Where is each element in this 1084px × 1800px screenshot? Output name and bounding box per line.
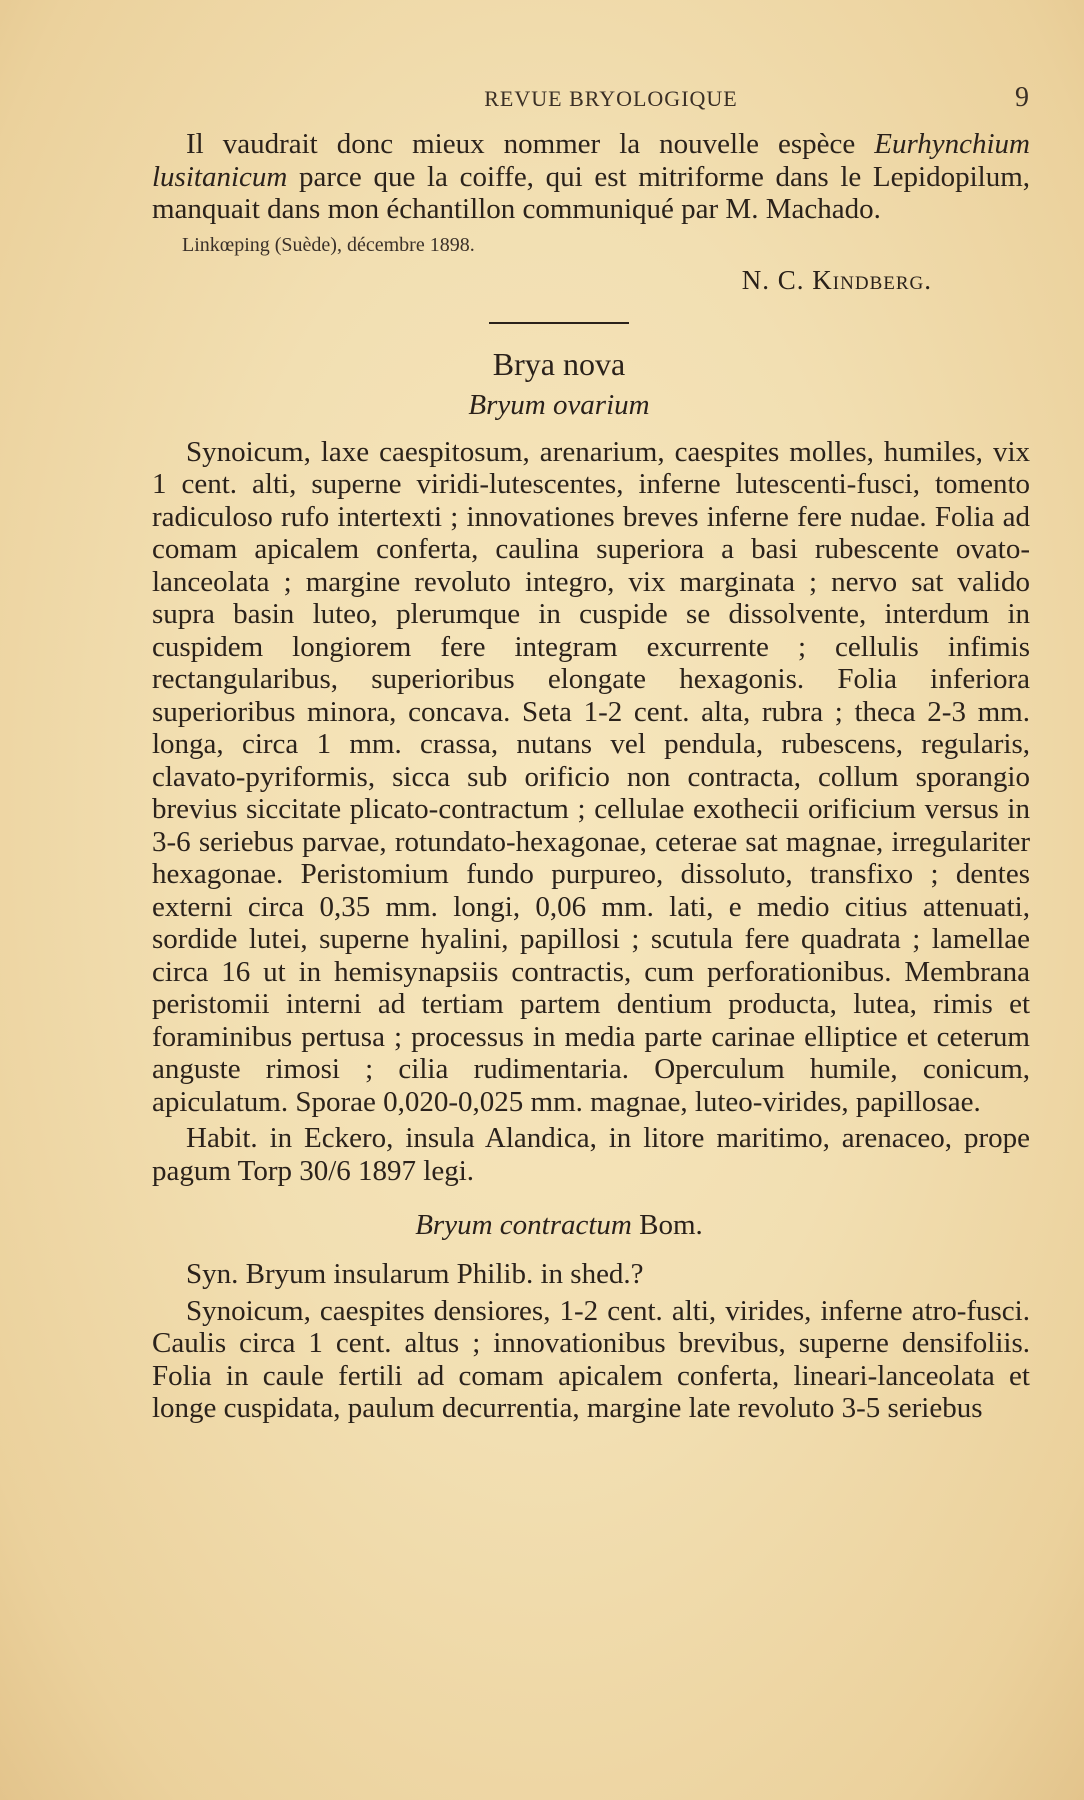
species-title-contractum [120, 1209, 998, 1242]
species-synonym-contractum: Syn. Bryum insularum Philib. in shed.? [186, 1258, 644, 1290]
running-title: REVUE BRYOLOGIQUE [484, 86, 738, 111]
species-description-contractum: Synoicum, caespites densiores, 1-2 cent. alti, virides, inferne atro-fusci. Caulis circa 1 cent. altus ; innovationibus brevibus, superne densifoliis. Folia in caule fertili ad comam apicalem conferta, lineari-lanceolata et longe cuspidata, paulum decurrentia, margine late revoluto 3-5 seriebus [152, 1294, 1030, 1424]
species-name-contractum: Bryum contractum [415, 1209, 632, 1241]
signature-name: Kindberg. [812, 264, 932, 295]
intro-paragraph [152, 128, 1030, 226]
species-description-ovarium: Synoicum, laxe caespitosum, arenarium, caespites molles, humiles, vix 1 cent. alti, superne viridi-lutescentes, inferne lutescenti-fusci, tomento radiculoso rufo intertexti ; innovationes breves inferne fere nudae. Folia ad comam apicalem conferta, caulina superiora a basi rubescente ovato-lanceolata ; margine revoluto integro, vix marginata ; nervo sat valido supra basin luteo, plerumque in cuspide se dissolvente, interdum in cuspidem longiorem fere integram excurrente ; cellulis infimis rectangularibus, superioribus elongate hexagonis. Folia inferiora superioribus minora, concava. Seta 1-2 cent. alta, rubra ; theca 2-3 mm. longa, circa 1 mm. crassa, nutans vel pendula, rubescens, regularis, clavato-pyriformis, sicca sub orificio non contracta, collum sporangio brevius siccitate plicato-contractum ; cellulae exothecii orificium versus in 3-6 seriebus parvae, rotundato-hexagonae, ceterae sat magnae, irregulariter hexagonae. Peristomium fundo purpureo, dissoluto, transfixo ; dentes externi circa 0,35 mm. longi, 0,06 mm. lati, e medio citius attenuati, sordide lutei, superne hyalini, papillosi ; scutula fere quadrata ; lamellae circa 16 ut in hemisynapsiis contractis, cum perforationibus. Membrana peristomii interni ad tertiam partem dentium producta, lutea, rimis et foraminibus pertusa ; processus in media parte carinae elliptice et ceterum anguste rimosi ; cilia rudimentaria. Operculum humile, conicum, apiculatum. Sporae 0,020-0,025 mm. magnae, luteo-virides, papillosae. [152, 435, 1030, 1118]
intro-rest: parce que la coiffe, qui est mitriforme dans le Lepidopilum, manquait dans mon échantillon communiqué par M. Machado. [152, 160, 1030, 225]
section-divider [489, 322, 629, 324]
intro-species-name: Eurhynchium lusitanicum [152, 128, 1030, 193]
author-signature [152, 265, 1030, 296]
section-title: Brya nova [492, 345, 626, 382]
running-head [152, 82, 1030, 122]
species-author-contractum: Bom. [639, 1209, 703, 1241]
intro-lead: Il vaudrait donc mieux nommer la nouvelle espèce [186, 128, 856, 160]
place-date: Linkœping (Suède), décembre 1898. [182, 233, 475, 256]
journal-page [152, 82, 1030, 1425]
species-habitat-ovarium: Habit. in Eckero, insula Alandica, in litore maritimo, arenaceo, prope pagum Torp 30/6 1897 legi. [152, 1122, 1030, 1187]
species-title-ovarium: Bryum ovarium [468, 388, 650, 421]
page-number: 9 [1015, 82, 1030, 113]
signature-initials: N. C. [741, 264, 805, 295]
